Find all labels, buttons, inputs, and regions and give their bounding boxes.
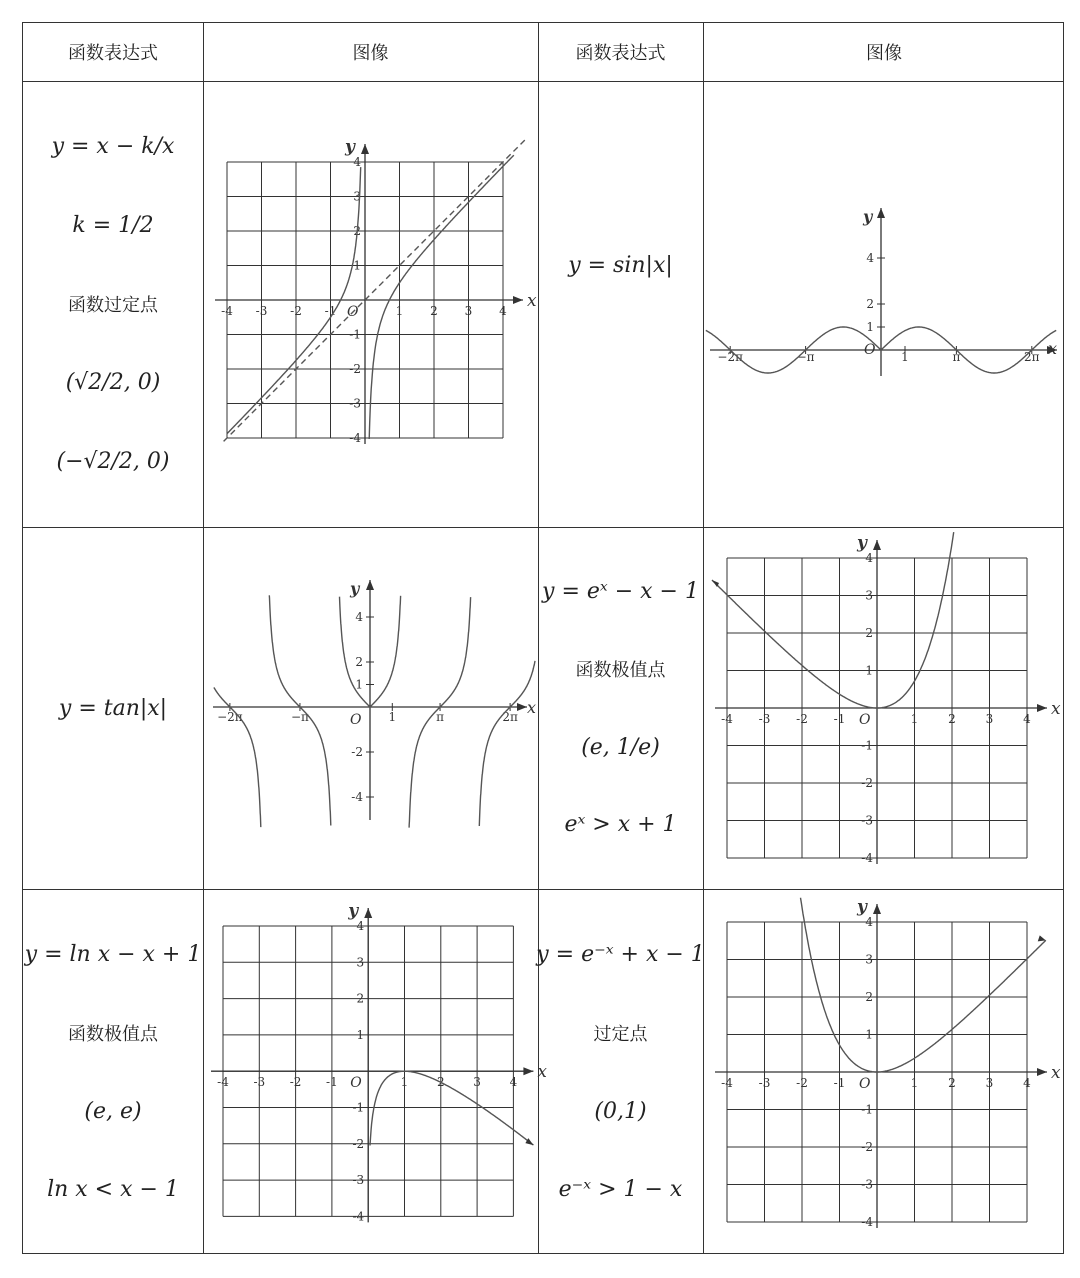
x-tick-label: 1 <box>388 710 397 724</box>
x-tick-label: 3 <box>985 712 994 726</box>
chart-exp-minus-x-minus-1 <box>705 528 1067 868</box>
x-tick-label: -2 <box>289 1075 302 1090</box>
y-axis-label: y <box>345 137 355 157</box>
y-tick-label: 2 <box>353 224 361 238</box>
x-axis-label: x <box>1051 699 1061 719</box>
formula-caption: 过定点 <box>593 1024 648 1045</box>
y-tick-label: -2 <box>351 745 363 759</box>
y-axis-label: y <box>350 579 360 598</box>
y-tick-label: 2 <box>865 626 873 640</box>
formula-caption: 函数过定点 <box>68 294 158 316</box>
y-tick-label: 2 <box>356 991 365 1006</box>
y-tick-label: 3 <box>865 588 873 603</box>
x-axis-label: x <box>537 1062 547 1083</box>
row1-right-expression <box>538 81 703 527</box>
x-tick-label: π <box>436 710 445 724</box>
y-tick-label: 1 <box>353 258 361 273</box>
x-tick-label: -2 <box>796 712 808 726</box>
chart-x-minus-k-over-x <box>205 135 540 455</box>
y-axis-label: y <box>348 901 359 921</box>
y-tick-label: 4 <box>866 251 874 265</box>
y-axis-arrow <box>877 208 885 218</box>
formula-line: eˣ > x + 1 <box>564 811 677 837</box>
y-tick-label: 4 <box>865 551 873 565</box>
x-tick-label: 4 <box>499 304 507 318</box>
origin-label: O <box>864 342 876 358</box>
x-axis-arrow <box>513 296 523 304</box>
x-axis-label: x <box>1048 339 1058 358</box>
column-divider <box>203 23 204 1253</box>
x-tick-label: 2 <box>948 712 956 726</box>
formula-line: y = sin|x| <box>568 253 673 278</box>
x-tick-label: −π <box>290 710 309 724</box>
chart-tan-abs-x <box>205 570 540 825</box>
formula-line: k = 1/2 <box>72 212 154 238</box>
x-tick-label: 2π <box>1024 350 1040 364</box>
x-tick-label: 2 <box>948 1076 956 1090</box>
y-tick-label: 2 <box>865 990 873 1004</box>
y-axis-label: y <box>857 897 867 917</box>
y-tick-label: -3 <box>352 1173 365 1188</box>
y-tick-label: -3 <box>861 813 873 828</box>
formula-line: y = tan|x| <box>58 695 168 721</box>
chart-sin-abs-x <box>705 200 1067 380</box>
y-axis-arrow <box>364 908 372 918</box>
chart-exp-neg-x-plus-x-minus-1 <box>705 890 1067 1230</box>
y-tick-label: -4 <box>352 1209 365 1224</box>
y-tick-label: -4 <box>349 431 361 445</box>
y-tick-label: 3 <box>865 952 873 967</box>
y-tick-label: 4 <box>865 915 873 929</box>
y-tick-label: 2 <box>355 655 363 669</box>
x-tick-label: 4 <box>509 1075 518 1090</box>
y-tick-label: 3 <box>353 189 361 204</box>
y-tick-label: -3 <box>349 396 361 411</box>
formula-line: e⁻ˣ > 1 − x <box>558 1177 683 1202</box>
x-tick-label: π <box>952 350 961 364</box>
x-tick-label: 4 <box>1023 712 1031 726</box>
origin-label: O <box>859 712 871 728</box>
origin-label: O <box>347 304 359 320</box>
function-curve <box>214 687 261 827</box>
row3-left-expression <box>23 889 203 1255</box>
x-tick-label: -3 <box>758 712 771 726</box>
y-tick-label: -2 <box>352 1136 365 1151</box>
x-tick-label: 1 <box>910 712 919 726</box>
x-tick-label: 3 <box>464 304 473 318</box>
formula-caption: 函数极值点 <box>68 1024 158 1045</box>
y-axis-label: y <box>863 207 873 226</box>
x-tick-label: −π <box>796 350 815 364</box>
x-tick-label: 2π <box>502 710 518 724</box>
x-axis-label: x <box>1051 1063 1061 1083</box>
y-tick-label: 1 <box>356 1027 365 1042</box>
x-tick-label: -4 <box>721 712 733 726</box>
formula-line: y = eˣ − x − 1 <box>542 579 699 605</box>
y-tick-label: 4 <box>356 919 365 933</box>
header-graph-1: 图像 <box>352 43 389 64</box>
function-curve <box>369 155 514 439</box>
formula-line: (e, e) <box>84 1099 142 1124</box>
chart-ln-x-minus-x-plus-1 <box>205 895 547 1230</box>
y-axis-arrow <box>366 580 374 590</box>
y-tick-label: -2 <box>861 776 873 790</box>
column-divider <box>703 23 704 1253</box>
x-axis-arrow <box>1037 704 1047 712</box>
y-tick-label: -1 <box>352 1100 365 1115</box>
origin-label: O <box>350 712 362 728</box>
x-tick-label: 4 <box>1023 1076 1031 1090</box>
y-tick-label: 4 <box>355 610 363 624</box>
y-tick-label: -4 <box>351 790 363 804</box>
y-tick-label: 1 <box>355 677 363 692</box>
row2-right-expression <box>538 527 703 889</box>
x-tick-label: 1 <box>910 1076 919 1090</box>
row2-left-expression <box>23 527 203 889</box>
header-expression-2: 函数表达式 <box>575 43 666 64</box>
header-graph-2: 图像 <box>866 43 902 64</box>
formula-line: y = x − k/x <box>51 134 175 160</box>
curve-arrowhead <box>1038 935 1046 941</box>
x-tick-label: -4 <box>217 1075 229 1090</box>
x-axis-label: x <box>527 291 537 311</box>
x-tick-label: -2 <box>290 304 302 318</box>
x-axis-arrow <box>517 703 527 711</box>
y-tick-label: -4 <box>861 1215 873 1229</box>
origin-label: O <box>859 1076 871 1092</box>
x-axis-label: x <box>527 698 537 717</box>
x-tick-label: -1 <box>833 712 846 726</box>
x-tick-label: 3 <box>985 1076 994 1090</box>
y-tick-label: 2 <box>866 297 874 311</box>
x-tick-label: -3 <box>758 1076 771 1090</box>
y-tick-label: 3 <box>356 955 365 970</box>
formula-caption: 函数极值点 <box>575 660 666 682</box>
formula-line: ln x < x − 1 <box>47 1177 179 1202</box>
x-tick-label: −2π <box>717 350 743 364</box>
y-tick-label: -1 <box>861 1102 873 1117</box>
row3-right-expression <box>538 889 703 1255</box>
x-tick-label: -1 <box>324 304 337 318</box>
formula-line: (√2/2, 0) <box>65 370 161 396</box>
x-tick-label: 2 <box>436 1075 445 1090</box>
formula-line: (e, 1/e) <box>581 734 660 760</box>
y-tick-label: 1 <box>865 1027 873 1042</box>
y-axis-arrow <box>361 144 369 154</box>
x-axis-arrow <box>523 1067 533 1075</box>
x-tick-label: 1 <box>400 1075 409 1090</box>
x-axis-arrow <box>1037 1068 1047 1076</box>
x-tick-label: 1 <box>395 304 404 318</box>
y-axis-label: y <box>857 533 867 553</box>
y-tick-label: 1 <box>865 663 873 678</box>
x-tick-label: -3 <box>255 304 268 318</box>
y-tick-label: -1 <box>349 327 361 342</box>
y-tick-label: -2 <box>861 1140 873 1154</box>
x-tick-label: −2π <box>217 710 243 724</box>
y-tick-label: 1 <box>866 320 874 334</box>
y-tick-label: -4 <box>861 851 873 865</box>
y-axis-arrow <box>873 904 881 914</box>
x-tick-label: -4 <box>221 304 233 318</box>
x-tick-label: -4 <box>721 1076 733 1090</box>
formula-line: y = e⁻ˣ + x − 1 <box>536 942 705 967</box>
row1-left-expression <box>23 81 203 527</box>
y-tick-label: 4 <box>353 155 361 169</box>
y-axis-arrow <box>873 540 881 550</box>
header-expression-1: 函数表达式 <box>68 43 158 64</box>
x-tick-label: 2 <box>430 304 438 318</box>
function-curve <box>801 898 1046 1072</box>
origin-label: O <box>350 1075 362 1092</box>
formula-line: y = ln x − x + 1 <box>24 942 202 967</box>
x-tick-label: -1 <box>833 1076 846 1090</box>
x-tick-label: 3 <box>473 1075 481 1090</box>
x-tick-label: -1 <box>326 1075 338 1090</box>
formula-line: (−√2/2, 0) <box>56 448 170 474</box>
x-tick-label: -2 <box>796 1076 808 1090</box>
formula-line: (0,1) <box>594 1099 647 1124</box>
y-tick-label: -1 <box>861 738 873 753</box>
x-tick-label: -3 <box>253 1075 266 1090</box>
function-curve <box>479 661 535 826</box>
y-tick-label: -2 <box>349 362 361 376</box>
x-tick-label: 1 <box>901 350 909 364</box>
y-tick-label: -3 <box>861 1177 873 1192</box>
asymptote-line <box>224 138 527 442</box>
